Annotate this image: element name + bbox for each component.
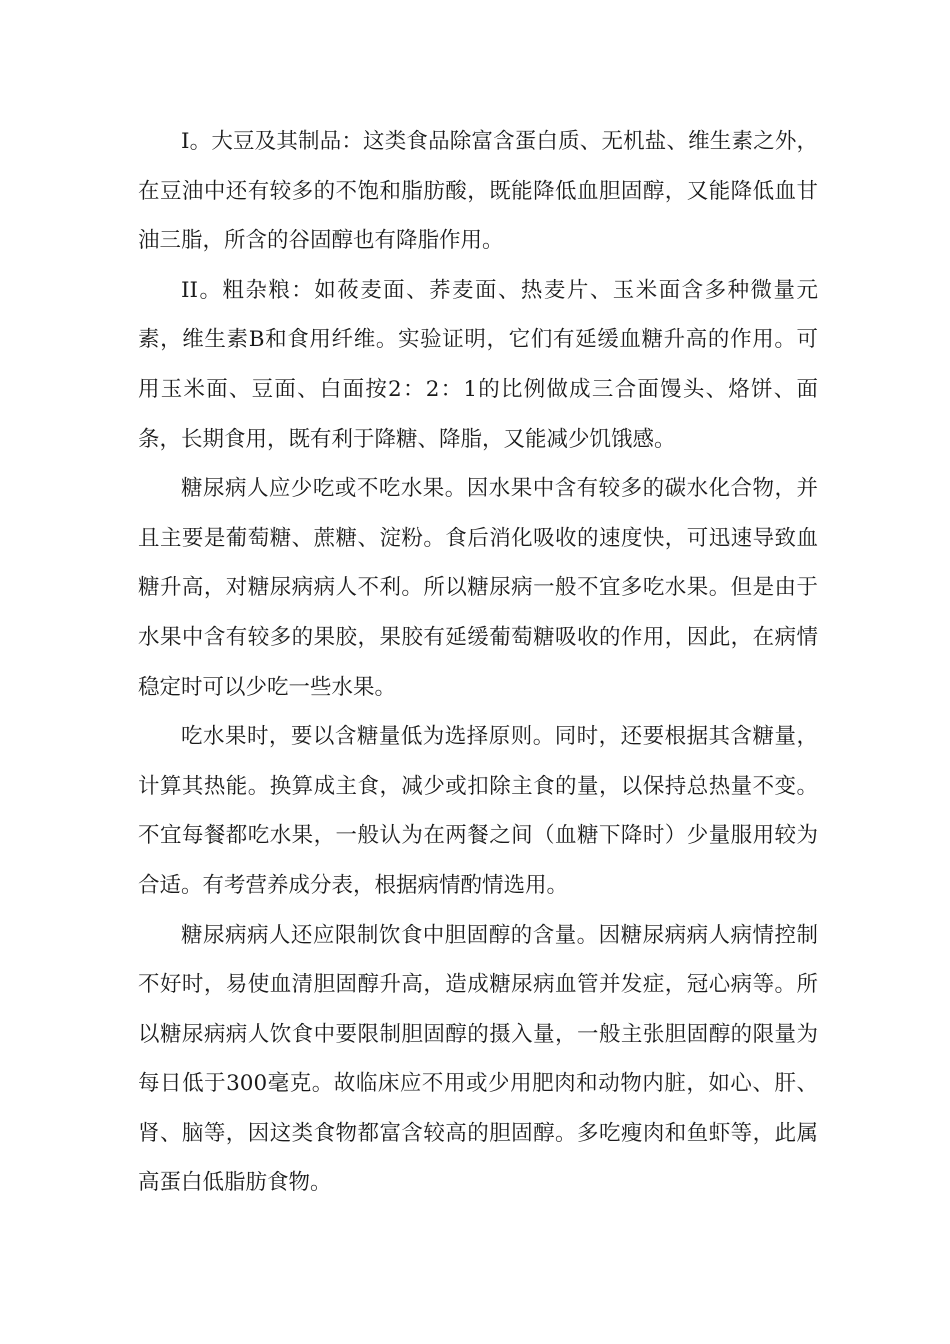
document-body [138,117,818,1208]
paragraph-fruit-selection: 吃水果时，要以含糖量低为选择原则。同时，还要根据其含糖量，计算其热能。换算成主食，减少或扣除主食的量，以保持总热量不变。不宜每餐都吃水果，一般认为在两餐之间（血糖下降时）少量服用较为合适。有考营养成分表，根据病情酌情选用。 [138,724,818,898]
paragraph-coarse-grains: II。粗杂粮：如莜麦面、荞麦面、热麦片、玉米面含多种微量元素，维生素B和食用纤维。实验证明，它们有延缓血糖升高的作用。可用玉米面、豆面、白面按2：2：1的比例做成三合面馒头、烙饼、面条，长期食用，既有利于降糖、降脂，又能减少饥饿感。 [138,277,818,452]
paragraph-fruit-intake: 糖尿病人应少吃或不吃水果。因水果中含有较多的碳水化合物，并且主要是葡萄糖、蔗糖、淀粉。食后消化吸收的速度快，可迅速导致血糖升高，对糖尿病病人不利。所以糖尿病一般不宜多吃水果。但是由于水果中含有较多的果胶，果胶有延缓葡萄糖吸收的作用，因此，在病情稳定时可以少吃一些水果。 [138,476,818,700]
paragraph-soy-products: I。大豆及其制品：这类食品除富含蛋白质、无机盐、维生素之外，在豆油中还有较多的不饱和脂肪酸，既能降低血胆固醇，又能降低血甘油三脂，所含的谷固醇也有降脂作用。 [138,129,818,254]
paragraph-cholesterol: 糖尿病病人还应限制饮食中胆固醇的含量。因糖尿病病人病情控制不好时，易使血清胆固醇升高，造成糖尿病血管并发症，冠心病等。所以糖尿病病人饮食中要限制胆固醇的摄入量，一般主张胆固醇的限量为每日低于300毫克。故临床应不用或少用肥肉和动物内脏，如心、肝、肾、脑等，因这类食物都富含较高的胆固醇。多吃瘦肉和鱼虾等，此属高蛋白低脂肪食物。 [138,922,818,1196]
